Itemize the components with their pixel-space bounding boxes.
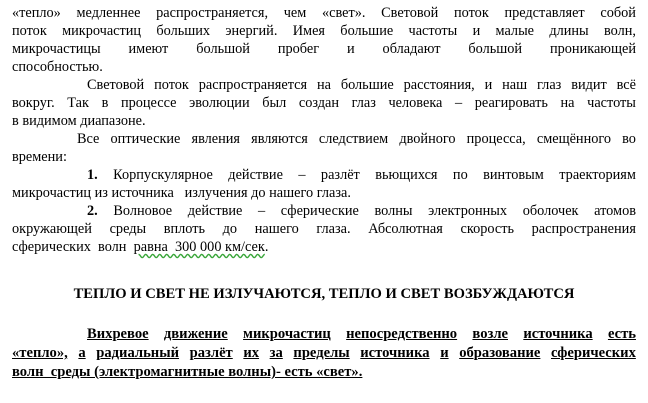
word: действие <box>228 167 283 183</box>
word: всё <box>616 77 636 93</box>
conclusion-line-1 <box>12 325 636 344</box>
word: винтовым <box>483 167 544 183</box>
speed-value: равна 300 000 км/сек <box>133 239 265 255</box>
word: поток <box>454 5 489 21</box>
word: атомов <box>594 203 636 219</box>
word: Волновое <box>113 203 173 219</box>
word: Все <box>77 131 100 147</box>
word: процессе <box>120 95 177 111</box>
word: глаза. <box>316 221 351 237</box>
word: Корпускулярное <box>113 167 213 183</box>
item2-line-2 <box>12 220 636 238</box>
word: обладают <box>382 41 441 57</box>
word: оптические <box>110 131 181 147</box>
word: частоты <box>408 23 458 39</box>
word: распространяется <box>198 77 308 93</box>
item2-line-1 <box>12 202 636 220</box>
word: энергий. <box>225 23 278 39</box>
word: источника <box>523 326 593 342</box>
item1-line-2: микрочастиц из источника излучения до нашего глаза. <box>12 185 351 201</box>
word: есть <box>607 326 636 342</box>
word: проникающей <box>549 41 636 57</box>
word: нашего <box>254 221 299 237</box>
word: вьющихся <box>375 167 438 183</box>
word: больших <box>156 23 211 39</box>
word: «тепло» <box>12 5 61 21</box>
word: – <box>258 203 266 219</box>
word: представляет <box>504 5 585 21</box>
word: глаз <box>537 77 562 93</box>
p2-line-3: в видимом диапазоне. <box>12 113 146 129</box>
word: образование <box>459 345 541 361</box>
word: волны <box>374 203 413 219</box>
word: и <box>440 345 449 361</box>
word: Имея <box>292 23 325 39</box>
word: сферических <box>551 345 636 361</box>
conclusion-block <box>12 325 636 382</box>
word: большой <box>468 41 523 57</box>
word: а <box>78 345 86 361</box>
word: микрочастицы <box>12 41 101 57</box>
word: был <box>262 95 287 111</box>
word: длины <box>549 23 589 39</box>
word: являются <box>251 131 308 147</box>
word: чем <box>283 5 307 21</box>
word: человека <box>388 95 443 111</box>
word: скорость <box>460 221 514 237</box>
word: Световой <box>381 5 439 21</box>
word: по <box>452 167 468 183</box>
item2-line-3-end: . <box>264 239 269 255</box>
p1-line-4: способностью. <box>12 59 103 75</box>
p1-line-1 <box>12 4 636 22</box>
word: распространения <box>531 221 636 237</box>
word: разлёт <box>320 167 360 183</box>
word: окружающей <box>12 221 92 237</box>
word: возле <box>472 326 509 342</box>
word: большие <box>340 23 394 39</box>
word: распространяется, <box>156 5 269 21</box>
item2-number: 2. <box>87 203 98 219</box>
word: пределы <box>293 345 350 361</box>
p1-line-3 <box>12 40 636 58</box>
word: электронных <box>428 203 508 219</box>
conclusion-line-3: волн среды (электромагнитные волны)- есть «свет». <box>12 364 363 380</box>
word: и <box>346 41 355 57</box>
item1-line-1 <box>12 166 636 184</box>
word: на <box>316 77 331 93</box>
word: на <box>560 95 575 111</box>
word: во <box>622 131 636 147</box>
word: среды <box>109 221 147 237</box>
word: оболочек <box>522 203 579 219</box>
p3-line-2: времени: <box>12 149 67 165</box>
word: Вихревое <box>87 326 149 342</box>
section-heading: ТЕПЛО И СВЕТ НЕ ИЗЛУЧАЮТСЯ, ТЕПЛО И СВЕТ ВОЗБУЖДАЮТСЯ <box>73 286 575 302</box>
word: волн, <box>603 23 636 39</box>
word: Световой <box>87 77 145 93</box>
word: микрочастиц <box>243 326 331 342</box>
word: радиальный <box>96 345 180 361</box>
word: имеют <box>128 41 169 57</box>
conclusion-line-2 <box>12 344 636 363</box>
word: источника <box>360 345 430 361</box>
word: непосредственно <box>346 326 458 342</box>
word: движение <box>163 326 228 342</box>
word: следствием <box>318 131 389 147</box>
word: «тепло», <box>12 345 68 361</box>
word: видит <box>571 77 607 93</box>
word: малые <box>495 23 535 39</box>
word: вплоть <box>163 221 206 237</box>
word: реагировать <box>474 95 548 111</box>
word: разлёт <box>189 345 233 361</box>
word: смещённого <box>536 131 612 147</box>
item1-number: 1. <box>87 167 98 183</box>
word: до <box>222 221 238 237</box>
word: и <box>484 77 493 93</box>
p3-line-1 <box>12 130 636 148</box>
word: поток <box>154 77 189 93</box>
word: медленнее <box>76 5 141 21</box>
word: двойного <box>399 131 456 147</box>
word: большие <box>340 77 394 93</box>
word: создан <box>298 95 339 111</box>
p2-line-2 <box>12 94 636 112</box>
word: действие <box>187 203 243 219</box>
word: эволюции <box>189 95 250 111</box>
word: их <box>243 345 260 361</box>
word: траекториям <box>559 167 636 183</box>
word: Абсолютная <box>368 221 443 237</box>
document-page <box>12 4 636 380</box>
word: процесса, <box>466 131 526 147</box>
word: «свет». <box>321 5 366 21</box>
word: сферические <box>280 203 359 219</box>
word: – <box>298 167 306 183</box>
word: частоты <box>587 95 636 111</box>
word: – <box>455 95 463 111</box>
item2-line-3 <box>12 238 636 256</box>
word: наш <box>502 77 528 93</box>
word: за <box>269 345 283 361</box>
word: вокруг. <box>12 95 55 111</box>
word: расстояния, <box>403 77 475 93</box>
word: явления <box>191 131 241 147</box>
word: в <box>101 95 109 111</box>
word: и <box>472 23 481 39</box>
word: пробег <box>277 41 320 57</box>
word: микрочастиц <box>62 23 142 39</box>
p1-line-2 <box>12 22 636 40</box>
word: глаз <box>351 95 376 111</box>
word: поток <box>12 23 47 39</box>
item2-line-3-start: сферических волн <box>12 239 134 255</box>
word: большой <box>196 41 250 57</box>
word: собой <box>600 5 636 21</box>
word: Так <box>67 95 89 111</box>
p2-line-1 <box>12 76 636 94</box>
